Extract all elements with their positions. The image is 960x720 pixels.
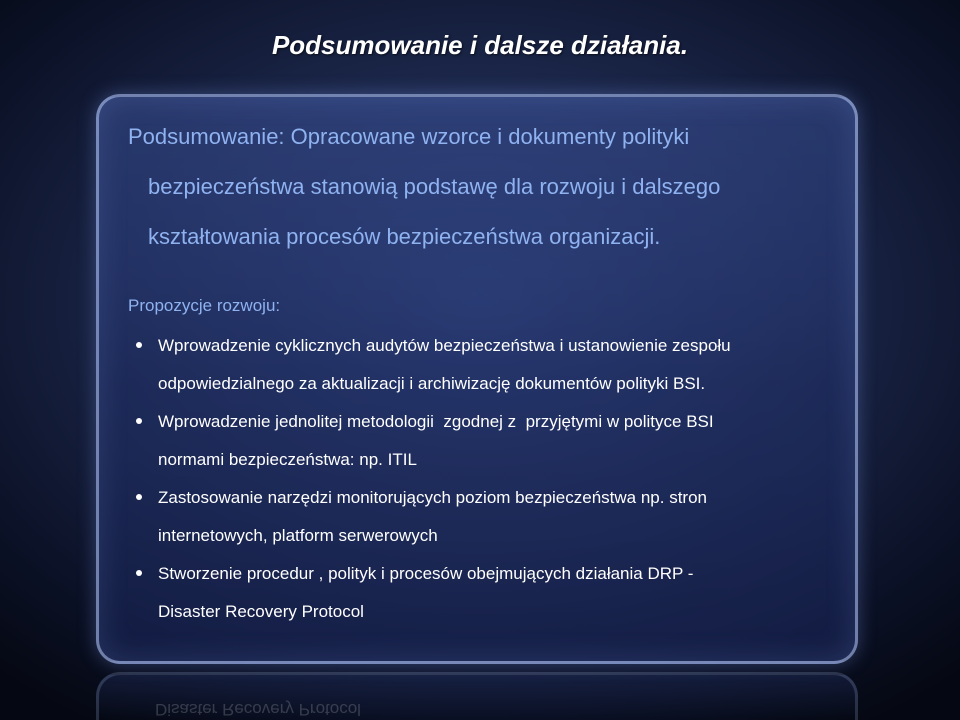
bullet-dot-icon xyxy=(136,494,142,500)
bullet-dot-icon xyxy=(136,418,142,424)
summary-line-1: Podsumowanie: Opracowane wzorce i dokumenty polityki xyxy=(128,124,690,149)
bullet-dot-icon xyxy=(136,342,142,348)
bullet-dot-icon xyxy=(136,570,142,576)
proposal-line: normami bezpieczeństwa: np. ITIL xyxy=(158,450,417,469)
summary-line-2: bezpieczeństwa stanowią podstawę dla rozwoju i dalszego xyxy=(148,174,721,199)
proposal-line: Wprowadzenie jednolitej metodologii zgodnej z przyjętymi w polityce BSI xyxy=(158,412,714,431)
proposal-line: Zastosowanie narzędzi monitorujących poziom bezpieczeństwa np. stron xyxy=(158,488,707,507)
proposal-item-methodology xyxy=(130,403,840,479)
proposals-heading: Propozycje rozwoju: xyxy=(128,296,281,315)
proposal-line: odpowiedzialnego za aktualizacji i archiwizację dokumentów polityki BSI. xyxy=(158,374,706,393)
proposal-line: internetowych, platform serwerowych xyxy=(158,526,438,545)
summary-paragraph xyxy=(128,112,848,262)
proposal-line: Wprowadzenie cyklicznych audytów bezpieczeństwa i ustanowienie zespołu xyxy=(158,336,731,355)
panel-reflection xyxy=(96,672,858,720)
summary-line-3: kształtowania procesów bezpieczeństwa organizacji. xyxy=(148,224,661,249)
proposal-item-audits xyxy=(130,327,840,403)
reflection-text: Disaster Recovery Protocol xyxy=(155,700,361,719)
proposal-item-monitoring xyxy=(130,479,840,555)
proposal-line: Disaster Recovery Protocol xyxy=(158,602,364,621)
proposal-item-drp xyxy=(130,555,840,631)
proposals-list xyxy=(130,327,840,631)
slide-title: Podsumowanie i dalsze działania. xyxy=(271,30,689,60)
proposal-line: Stworzenie procedur , polityk i procesów obejmujących działania DRP - xyxy=(158,564,694,583)
